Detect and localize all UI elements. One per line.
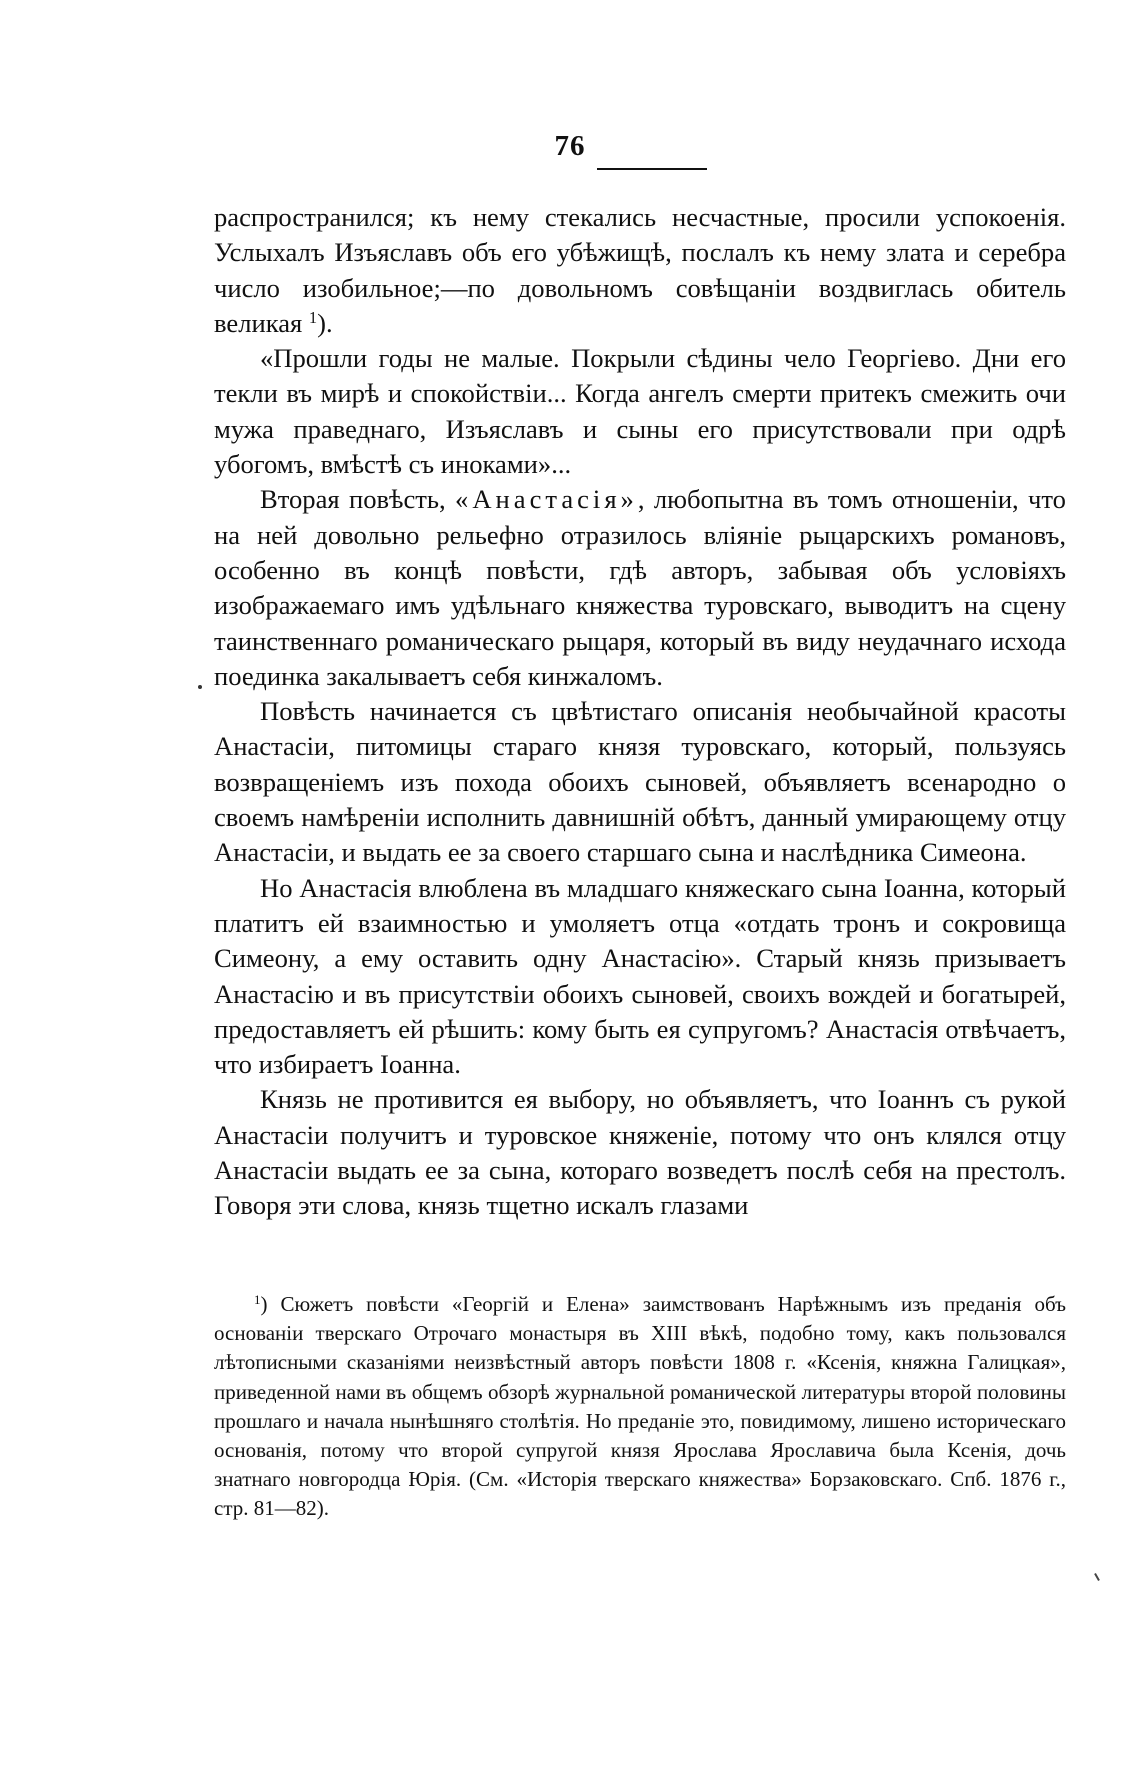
margin-mark — [1094, 1573, 1100, 1581]
footnote-reference: 1 — [308, 307, 318, 327]
footnote-mark: 1 — [254, 1291, 261, 1307]
paragraph-3-rest: , любопытна въ томъ отношеніи, что на ней довольно рельефно отразилось вліяніе рыцарскихъ романовъ, особенно въ концѣ повѣсти, гдѣ авторъ, забывая объ условіяхъ изображаемаго имъ удѣльнаго княжества туровскаго, выводитъ на сцену таинственнаго романическаго рыцаря, который въ виду неудачнаго исхода поединка закалываетъ себя кинжаломъ. — [214, 484, 1066, 691]
main-text — [214, 200, 1066, 1224]
footnotes — [214, 1290, 1066, 1524]
page-number: 76 — [554, 130, 586, 162]
paragraph-2: «Прошли годы не малые. Покрыли сѣдины чело Георгіево. Дни его текли въ мирѣ и спокойствіи... Когда ангелъ смерти притекъ смежить очи мужа праведнаго, Изъяславъ и сыны его присутствовали при одрѣ убогомъ, вмѣстѣ съ иноками»... — [214, 343, 1066, 480]
page-number-rule — [597, 168, 707, 170]
footnote-1-text: ) Сюжетъ повѣсти «Георгій и Елена» заимствованъ Нарѣжнымъ изъ преданія объ основаніи тверскаго Отрочаго монастыря въ XIII вѣкѣ, подобно тому, какъ пользовался лѣтописными сказаніями неизвѣстный авторъ повѣсти 1808 г. «Ксенія, княжна Галицкая», приведенной нами въ общемъ обзорѣ журнальной романической литературы второй половины прошлаго и начала нынѣшняго столѣтія. Но преданіе это, повидимому, лишено историческаго основанія, потому что второй супругой князя Ярослава Ярославича была Ксенія, дочь знатнаго новгородца Юрія. (См. «Исторія тверскаго княжества» Борзаковскаго. Спб. 1876 г., стр. 81—82). — [214, 1292, 1066, 1521]
paragraph-3-start: Вторая повѣсть, — [260, 484, 456, 515]
paragraph-6: Князь не противится ея выбору, но объявляетъ, что Іоаннъ съ рукой Анастасіи получитъ и туровское княженіе, потому что онъ клялся отцу Анастасіи выдать ее за сына, котораго возведетъ послѣ себя на престолъ. Говоря эти слова, князь тщетно искалъ глазами — [214, 1084, 1066, 1221]
margin-speck — [198, 685, 202, 689]
paragraph-1-text: распространился; къ нему стекались несчастные, просили успокоенія. Услыхалъ Изъяславъ объ его убѣжищѣ, послалъ къ нему злата и серебра число изобильное;—по довольномъ совѣщаніи воздвиглась обитель великая — [214, 202, 1066, 338]
story-title: «Анастасія» — [455, 484, 638, 515]
paragraph-1 — [214, 200, 1066, 341]
paragraph-3 — [214, 482, 1066, 694]
footnote-1 — [214, 1290, 1066, 1524]
paragraph-1-end: ). — [317, 307, 333, 338]
paragraph-5: Но Анастасія влюблена въ младшаго княжескаго сына Іоанна, который платитъ ей взаимностью и умоляетъ отца «отдать тронъ и сокровища Симеону, а ему оставить одну Анастасію». Старый князь призываетъ Анастасію и въ присутствіи обоихъ сыновей, своихъ вождей и богатырей, предоставляетъ ей рѣшить: кому быть ея супругомъ? Анастасія отвѣчаетъ, что избираетъ Іоанна. — [214, 872, 1066, 1080]
paragraph-4: Повѣсть начинается съ цвѣтистаго описанія необычайной красоты Анастасіи, питомицы стараго князя туровскаго, который, пользуясь возвращеніемъ изъ похода обоихъ сыновей, объявляетъ всенародно о своемъ намѣреніи исполнить давнишній обѣтъ, данный умирающему отцу Анастасіи, и выдать ее за своего старшаго сына и наслѣдника Симеона. — [214, 696, 1066, 868]
